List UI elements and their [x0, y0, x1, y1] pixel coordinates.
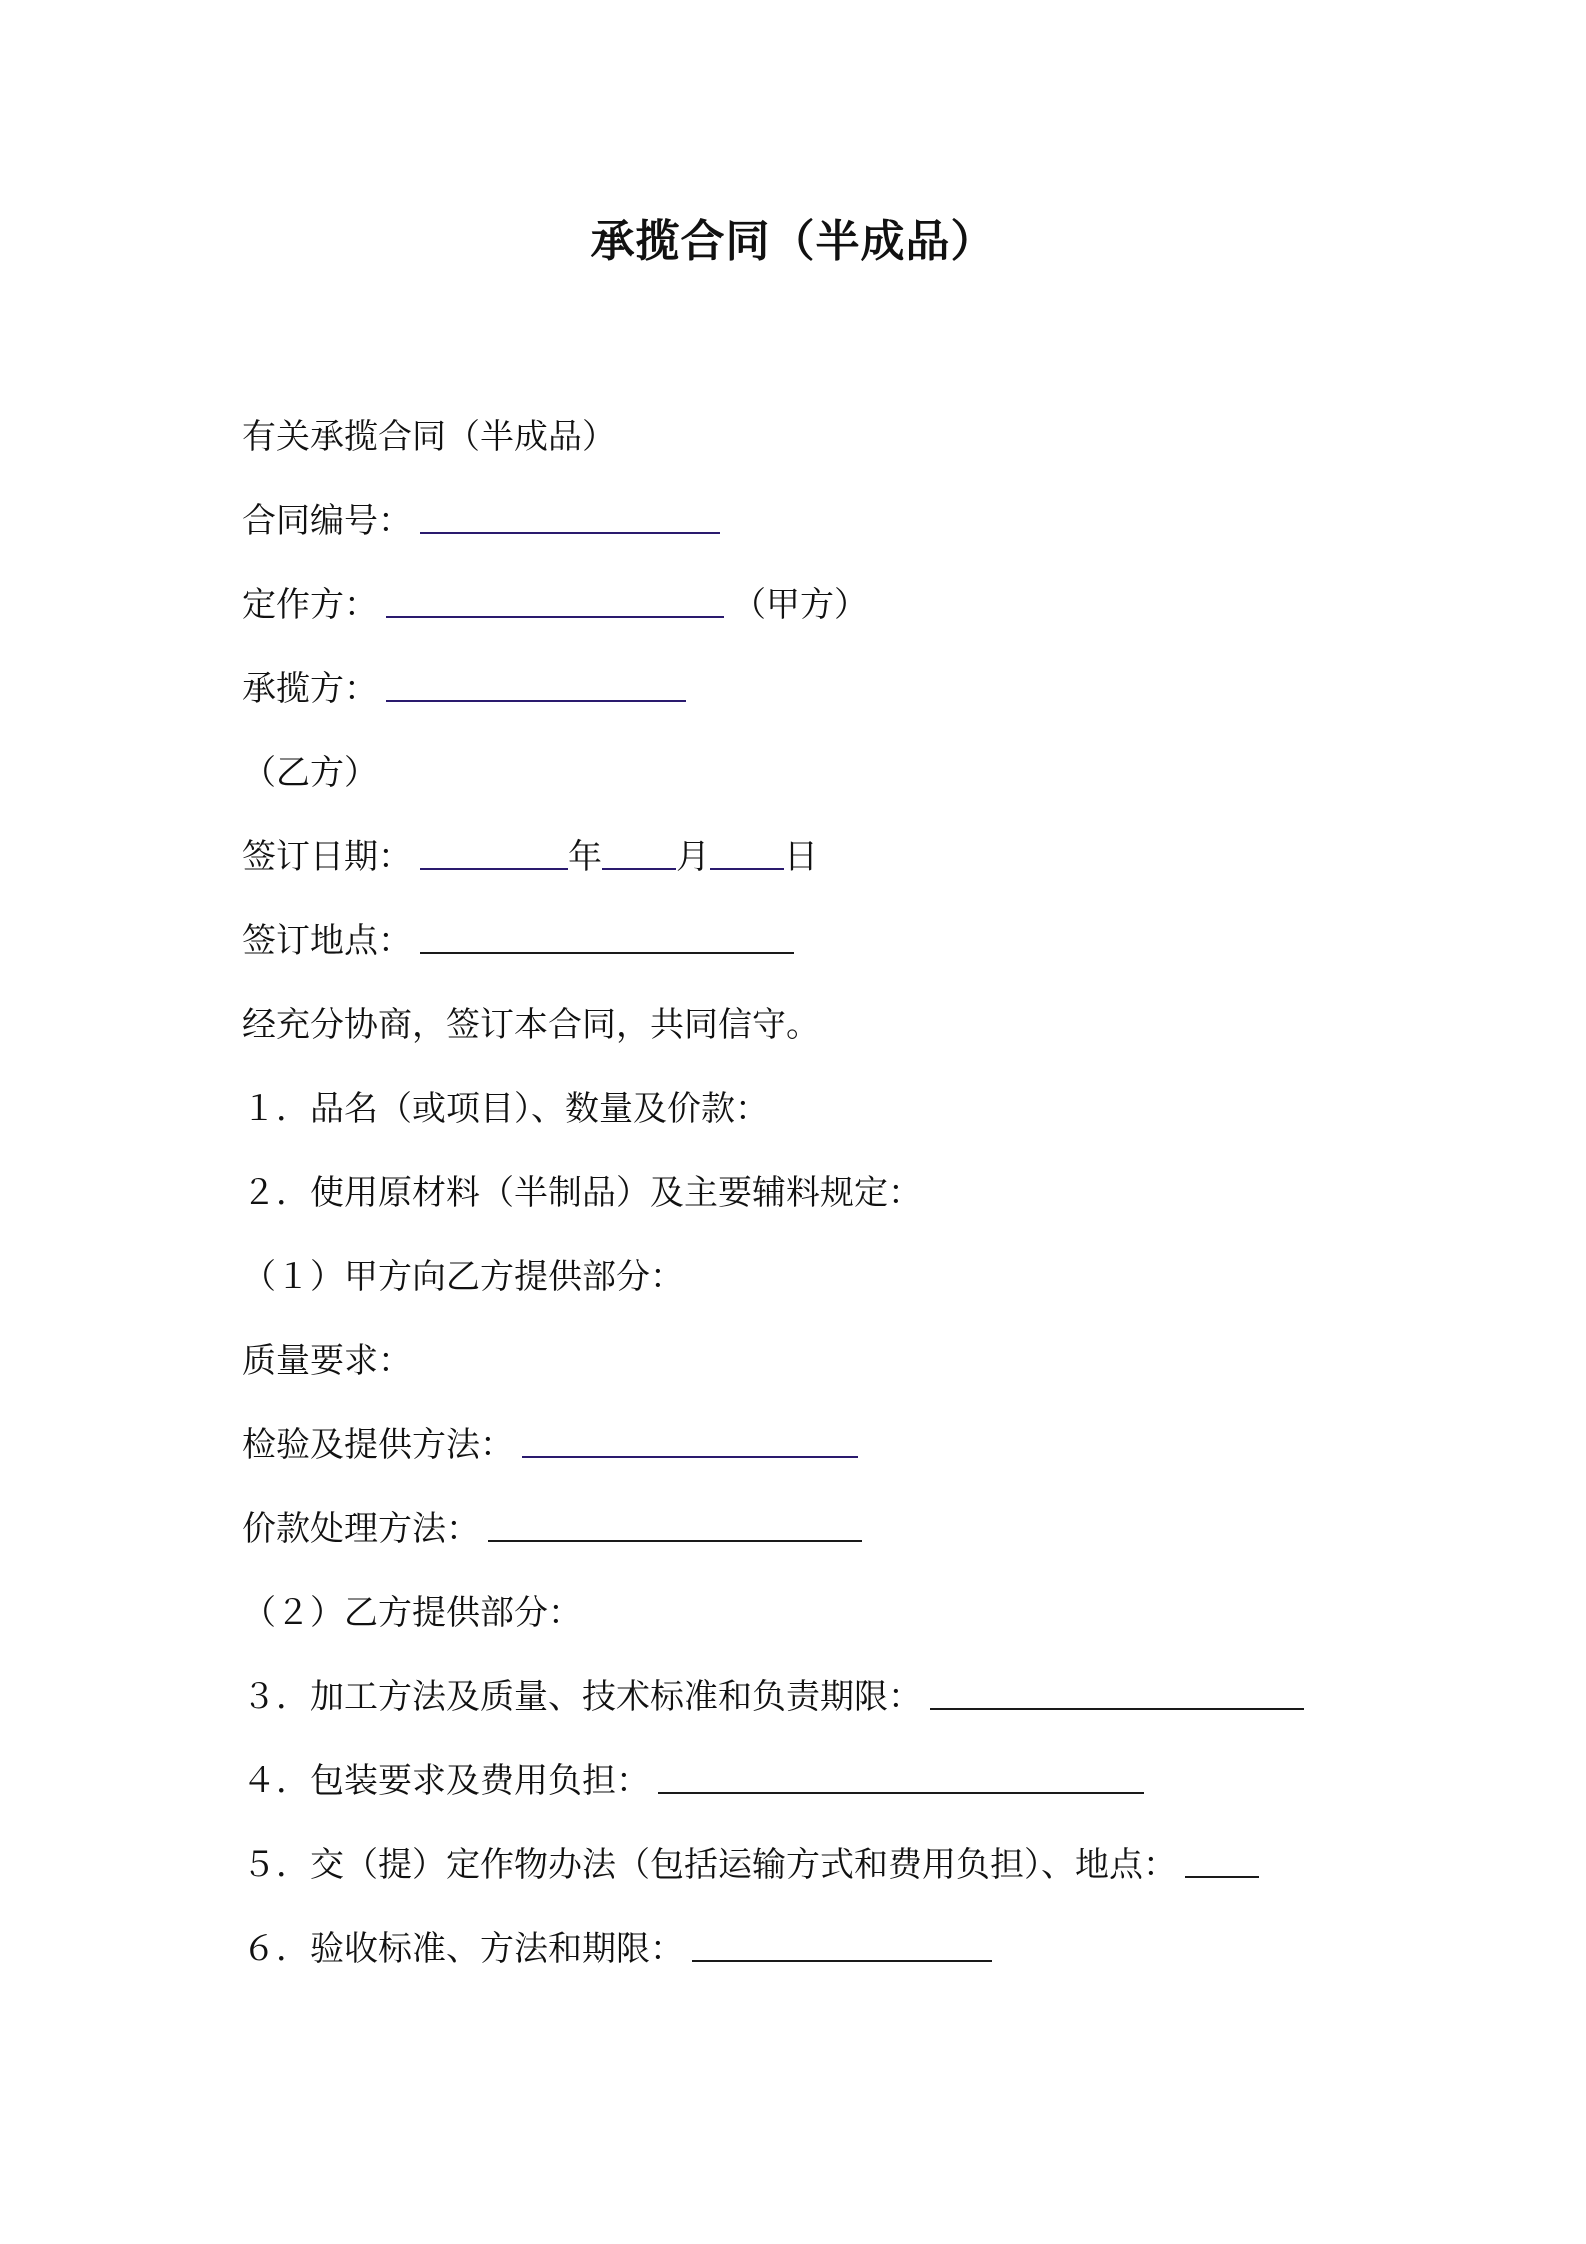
clause-6-blank[interactable] — [692, 1959, 992, 1962]
clause-3-blank[interactable] — [930, 1707, 1304, 1710]
preamble-line — [242, 1000, 820, 1050]
clause-4-blank[interactable] — [658, 1791, 1144, 1794]
price-method-line — [242, 1504, 870, 1554]
document-title: 承揽合同（半成品） — [590, 216, 996, 267]
contractor-label: 承揽方： — [242, 669, 378, 709]
orderer-label: 定作方： — [242, 585, 378, 625]
inspection-line — [242, 1420, 866, 1470]
clause-5-text: ５．交（提）定作物办法（包括运输方式和费用负担）、地点： — [242, 1845, 1177, 1885]
month-label: 月 — [676, 837, 710, 877]
clause-4-text: ４．包装要求及费用负担： — [242, 1761, 650, 1801]
quality-line — [242, 1336, 412, 1386]
inspection-blank[interactable] — [522, 1455, 858, 1458]
contractor-suffix-line — [242, 748, 378, 798]
clause-2 — [242, 1168, 922, 1218]
inspection-label: 检验及提供方法： — [242, 1425, 514, 1465]
orderer-blank[interactable] — [386, 615, 724, 618]
document-subtitle — [242, 412, 616, 462]
contractor-line — [242, 664, 694, 714]
subtitle-text: 有关承揽合同（半成品） — [242, 417, 616, 457]
sign-date-label: 签订日期： — [242, 837, 412, 877]
year-label: 年 — [568, 837, 602, 877]
contract-number-blank[interactable] — [420, 531, 720, 534]
day-label: 日 — [784, 837, 818, 877]
clause-6-text: ６．验收标准、方法和期限： — [242, 1929, 684, 1969]
contractor-blank[interactable] — [386, 699, 686, 702]
sign-date-line — [242, 832, 818, 882]
clause-1-text: １．品名（或项目）、数量及价款： — [242, 1089, 769, 1129]
clause-2-1 — [242, 1252, 684, 1302]
preamble-text: 经充分协商，签订本合同，共同信守。 — [242, 1005, 820, 1045]
contract-number-label: 合同编号： — [242, 501, 412, 541]
clause-3-text: ３．加工方法及质量、技术标准和负责期限： — [242, 1677, 922, 1717]
clause-4 — [242, 1756, 1152, 1806]
orderer-suffix: （甲方） — [732, 585, 868, 625]
clause-5 — [242, 1840, 1267, 1890]
sign-month-blank[interactable] — [602, 867, 676, 870]
sign-place-label: 签订地点： — [242, 921, 412, 961]
clause-2-text: ２．使用原材料（半制品）及主要辅料规定： — [242, 1173, 922, 1213]
contractor-suffix: （乙方） — [242, 753, 378, 793]
clause-3 — [242, 1672, 1312, 1722]
clause-2-2 — [242, 1588, 582, 1638]
sign-place-blank[interactable] — [420, 951, 794, 954]
orderer-line — [242, 580, 868, 630]
price-method-blank[interactable] — [488, 1539, 862, 1542]
sign-day-blank[interactable] — [710, 867, 784, 870]
clause-2-1-text: （１）甲方向乙方提供部分： — [242, 1257, 684, 1297]
sign-place-line — [242, 916, 802, 966]
clause-1 — [242, 1084, 769, 1134]
clause-6 — [242, 1924, 1000, 1974]
price-method-label: 价款处理方法： — [242, 1509, 480, 1549]
clause-2-2-text: （２）乙方提供部分： — [242, 1593, 582, 1633]
clause-5-blank[interactable] — [1185, 1875, 1259, 1878]
quality-label: 质量要求： — [242, 1341, 412, 1381]
sign-year-blank[interactable] — [420, 867, 568, 870]
contract-number-line — [242, 496, 728, 546]
